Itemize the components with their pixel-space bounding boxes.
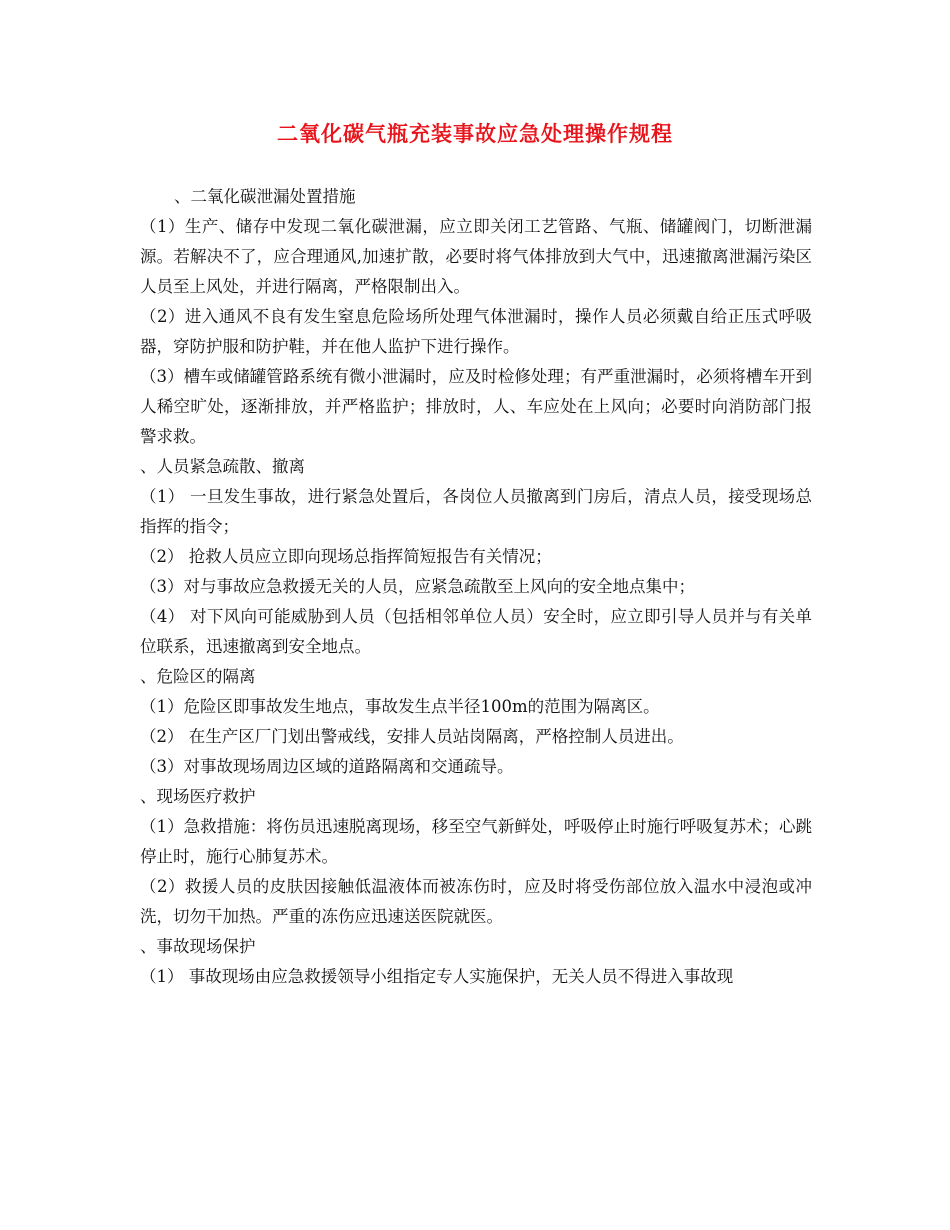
document-title: 二氧化碳气瓶充装事故应急处理操作规程	[277, 121, 673, 146]
section-heading: 、危险区的隔离	[140, 667, 256, 686]
paragraph: （2）进入通风不良有发生窒息危险场所处理气体泄漏时，操作人员必须戴自给正压式呼吸器，穿防护服和防护鞋，并在他人监护下进行操作。	[140, 307, 812, 356]
paragraph: （1）生产、储存中发现二氧化碳泄漏，应立即关闭工艺管路、气瓶、储罐阀门，切断泄漏源。若解决不了，应合理通风,加速扩散，必要时将气体排放到大气中，迅速撤离泄漏污染区人员至上风处，并进行隔离，严格限制出入。	[140, 217, 812, 296]
document-body	[140, 182, 812, 992]
paragraph: （1）急救措施：将伤员迅速脱离现场，移至空气新鲜处，呼吸停止时施行呼吸复苏术；心跳停止时，施行心肺复苏术。	[140, 817, 812, 866]
section-heading: 、人员紧急疏散、撤离	[140, 457, 305, 476]
paragraph: （3）槽车或储罐管路系统有微小泄漏时，应及时检修处理；有严重泄漏时，必须将槽车开到人稀空旷处，逐渐排放，并严格监护；排放时，人、车应处在上风向；必要时向消防部门报警求救。	[140, 367, 812, 446]
paragraph: （3）对事故现场周边区域的道路隔离和交通疏导。	[140, 757, 514, 776]
paragraph: （4） 对下风向可能威胁到人员（包括相邻单位人员）安全时，应立即引导人员并与有关单位联系，迅速撤离到安全地点。	[140, 607, 812, 656]
section-heading: 、二氧化碳泄漏处置措施	[174, 187, 356, 206]
paragraph: （1）危险区即事故发生地点，事故发生点半径100m的范围为隔离区。	[140, 697, 660, 716]
paragraph: （1） 一旦发生事故，进行紧急处置后，各岗位人员撤离到门房后，清点人员，接受现场总指挥的指令；	[140, 487, 812, 536]
section-heading: 、事故现场保护	[140, 937, 256, 956]
paragraph: （2） 抢救人员应立即向现场总指挥简短报告有关情况；	[140, 547, 552, 566]
section-heading: 、现场医疗救护	[140, 787, 256, 806]
paragraph: （3）对与事故应急救援无关的人员，应紧急疏散至上风向的安全地点集中；	[140, 577, 695, 596]
paragraph: （2） 在生产区厂门划出警戒线，安排人员站岗隔离，严格控制人员进出。	[140, 727, 684, 746]
paragraph: （1） 事故现场由应急救援领导小组指定专人实施保护，无关人员不得进入事故现	[140, 967, 734, 986]
paragraph: （2）救援人员的皮肤因接触低温液体而被冻伤时，应及时将受伤部位放入温水中浸泡或冲洗，切勿干加热。严重的冻伤应迅速送医院就医。	[140, 877, 812, 926]
